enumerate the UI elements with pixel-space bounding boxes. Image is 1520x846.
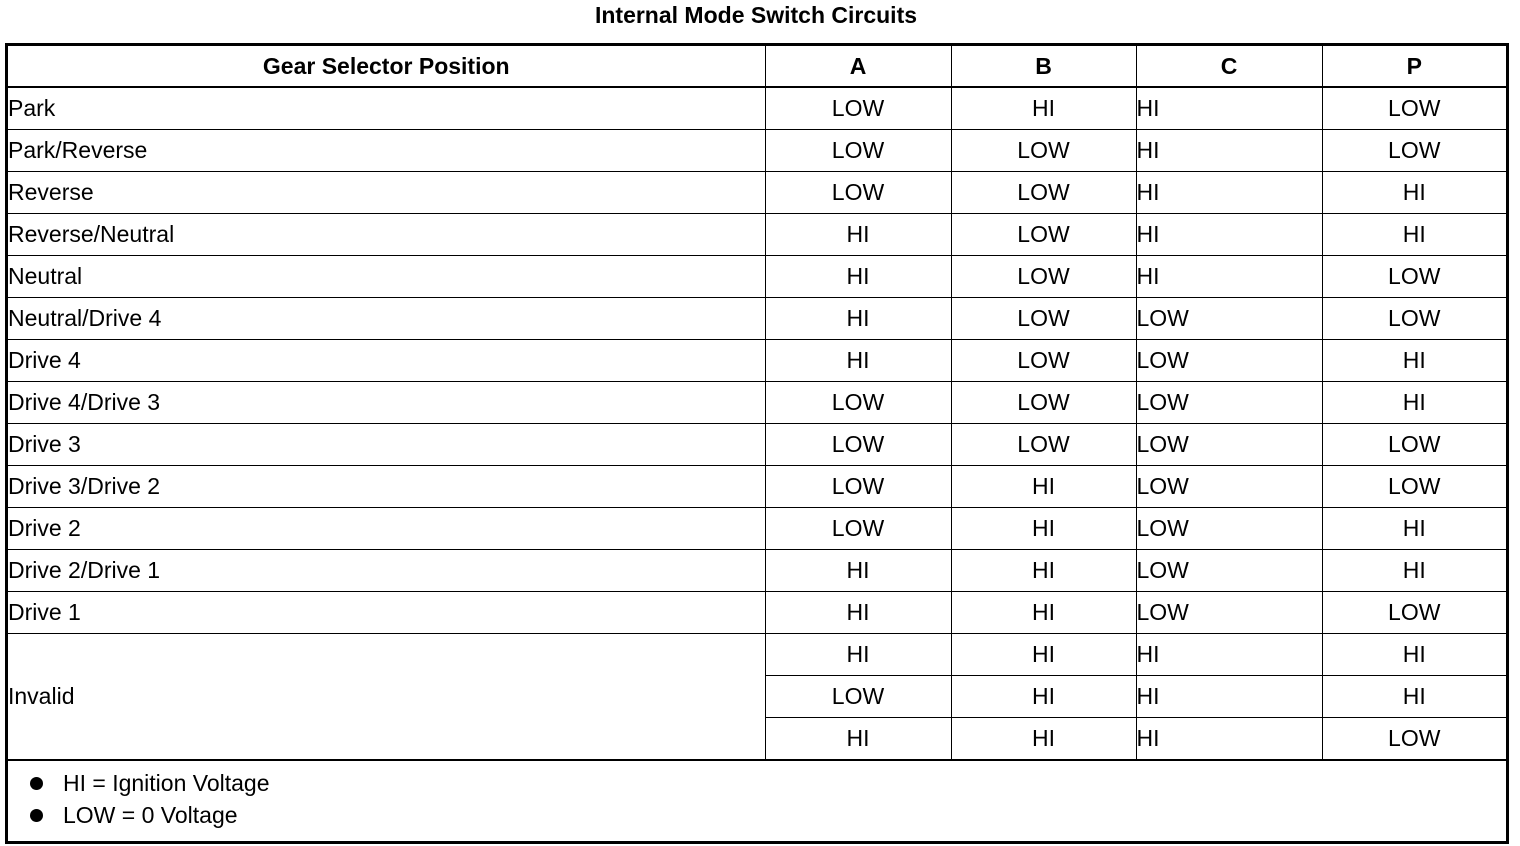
circuit-p-cell: HI: [1322, 382, 1506, 424]
circuit-p-cell: HI: [1322, 340, 1506, 382]
legend-text: LOW = 0 Voltage: [63, 802, 238, 828]
circuit-b-cell: HI: [951, 466, 1136, 508]
circuit-a-cell: HI: [765, 340, 951, 382]
circuit-c-cell: HI: [1136, 87, 1322, 130]
circuit-b-cell: HI: [951, 508, 1136, 550]
circuit-a-cell: HI: [765, 214, 951, 256]
legend-item-low: [30, 799, 1506, 831]
circuit-p-cell: LOW: [1322, 718, 1506, 760]
circuit-c-cell: LOW: [1136, 424, 1322, 466]
header-gear-selector-position: Gear Selector Position: [8, 46, 765, 87]
circuit-c-cell: LOW: [1136, 550, 1322, 592]
circuit-c-cell: HI: [1136, 214, 1322, 256]
circuit-p-cell: LOW: [1322, 298, 1506, 340]
circuit-a-cell: LOW: [765, 87, 951, 130]
circuit-b-cell: HI: [951, 634, 1136, 676]
circuit-c-cell: HI: [1136, 634, 1322, 676]
position-cell: Drive 3: [8, 424, 765, 466]
circuit-a-cell: LOW: [765, 466, 951, 508]
position-cell: Reverse/Neutral: [8, 214, 765, 256]
circuit-c-cell: HI: [1136, 256, 1322, 298]
circuit-b-cell: LOW: [951, 256, 1136, 298]
table-row: [8, 382, 1506, 424]
circuit-p-cell: LOW: [1322, 424, 1506, 466]
page-title: Internal Mode Switch Circuits: [594, 2, 918, 28]
bullet-icon: [30, 809, 43, 822]
circuit-p-cell: LOW: [1322, 256, 1506, 298]
invalid-row: [8, 634, 1506, 676]
table-row: [8, 424, 1506, 466]
position-cell: Drive 4/Drive 3: [8, 382, 765, 424]
circuit-b-cell: LOW: [951, 382, 1136, 424]
circuit-c-cell: LOW: [1136, 340, 1322, 382]
header-c: C: [1136, 46, 1322, 87]
circuit-a-cell: HI: [765, 256, 951, 298]
position-cell: Park: [8, 87, 765, 130]
circuit-a-cell: HI: [765, 550, 951, 592]
circuit-p-cell: HI: [1322, 214, 1506, 256]
circuit-b-cell: LOW: [951, 172, 1136, 214]
position-cell: Drive 2/Drive 1: [8, 550, 765, 592]
circuit-b-cell: HI: [951, 676, 1136, 718]
circuits-table-frame: [5, 43, 1509, 844]
circuit-p-cell: LOW: [1322, 87, 1506, 130]
circuit-p-cell: LOW: [1322, 466, 1506, 508]
table-row: [8, 172, 1506, 214]
circuits-table: [8, 46, 1506, 760]
table-row: [8, 340, 1506, 382]
circuit-a-cell: LOW: [765, 130, 951, 172]
position-cell: Drive 3/Drive 2: [8, 466, 765, 508]
bullet-icon: [30, 777, 43, 790]
header-a: A: [765, 46, 951, 87]
circuit-b-cell: HI: [951, 592, 1136, 634]
position-cell: Neutral/Drive 4: [8, 298, 765, 340]
circuit-p-cell: HI: [1322, 634, 1506, 676]
table-row: [8, 592, 1506, 634]
circuit-p-cell: LOW: [1322, 592, 1506, 634]
position-cell-invalid: Invalid: [8, 634, 765, 760]
circuit-c-cell: LOW: [1136, 382, 1322, 424]
table-row: [8, 256, 1506, 298]
circuit-c-cell: HI: [1136, 676, 1322, 718]
header-b: B: [951, 46, 1136, 87]
header-row: [8, 46, 1506, 87]
table-row: [8, 298, 1506, 340]
circuit-a-cell: LOW: [765, 676, 951, 718]
circuit-c-cell: LOW: [1136, 508, 1322, 550]
legend-text: HI = Ignition Voltage: [63, 770, 270, 796]
circuit-c-cell: LOW: [1136, 466, 1322, 508]
circuit-p-cell: HI: [1322, 550, 1506, 592]
position-cell: Neutral: [8, 256, 765, 298]
circuit-c-cell: LOW: [1136, 592, 1322, 634]
circuit-c-cell: LOW: [1136, 298, 1322, 340]
table-row: [8, 508, 1506, 550]
circuit-a-cell: HI: [765, 298, 951, 340]
table-row: [8, 466, 1506, 508]
circuit-p-cell: HI: [1322, 676, 1506, 718]
circuit-c-cell: HI: [1136, 172, 1322, 214]
circuit-a-cell: LOW: [765, 508, 951, 550]
table-row: [8, 550, 1506, 592]
circuit-b-cell: HI: [951, 550, 1136, 592]
header-p: P: [1322, 46, 1506, 87]
circuit-p-cell: HI: [1322, 508, 1506, 550]
circuit-b-cell: HI: [951, 87, 1136, 130]
position-cell: Drive 1: [8, 592, 765, 634]
legend: [8, 760, 1506, 831]
circuit-p-cell: LOW: [1322, 130, 1506, 172]
circuit-b-cell: HI: [951, 718, 1136, 760]
circuit-c-cell: HI: [1136, 718, 1322, 760]
circuit-b-cell: LOW: [951, 298, 1136, 340]
circuit-a-cell: HI: [765, 718, 951, 760]
circuit-a-cell: LOW: [765, 172, 951, 214]
circuit-b-cell: LOW: [951, 130, 1136, 172]
circuit-a-cell: HI: [765, 592, 951, 634]
position-cell: Reverse: [8, 172, 765, 214]
circuit-b-cell: LOW: [951, 424, 1136, 466]
table-row: [8, 214, 1506, 256]
circuit-b-cell: LOW: [951, 214, 1136, 256]
legend-item-hi: [30, 767, 1506, 799]
position-cell: Drive 2: [8, 508, 765, 550]
circuit-a-cell: LOW: [765, 424, 951, 466]
position-cell: Park/Reverse: [8, 130, 765, 172]
table-row: [8, 87, 1506, 130]
circuit-a-cell: HI: [765, 634, 951, 676]
position-cell: Drive 4: [8, 340, 765, 382]
table-row: [8, 130, 1506, 172]
circuit-c-cell: HI: [1136, 130, 1322, 172]
circuit-a-cell: LOW: [765, 382, 951, 424]
circuit-b-cell: LOW: [951, 340, 1136, 382]
circuit-p-cell: HI: [1322, 172, 1506, 214]
